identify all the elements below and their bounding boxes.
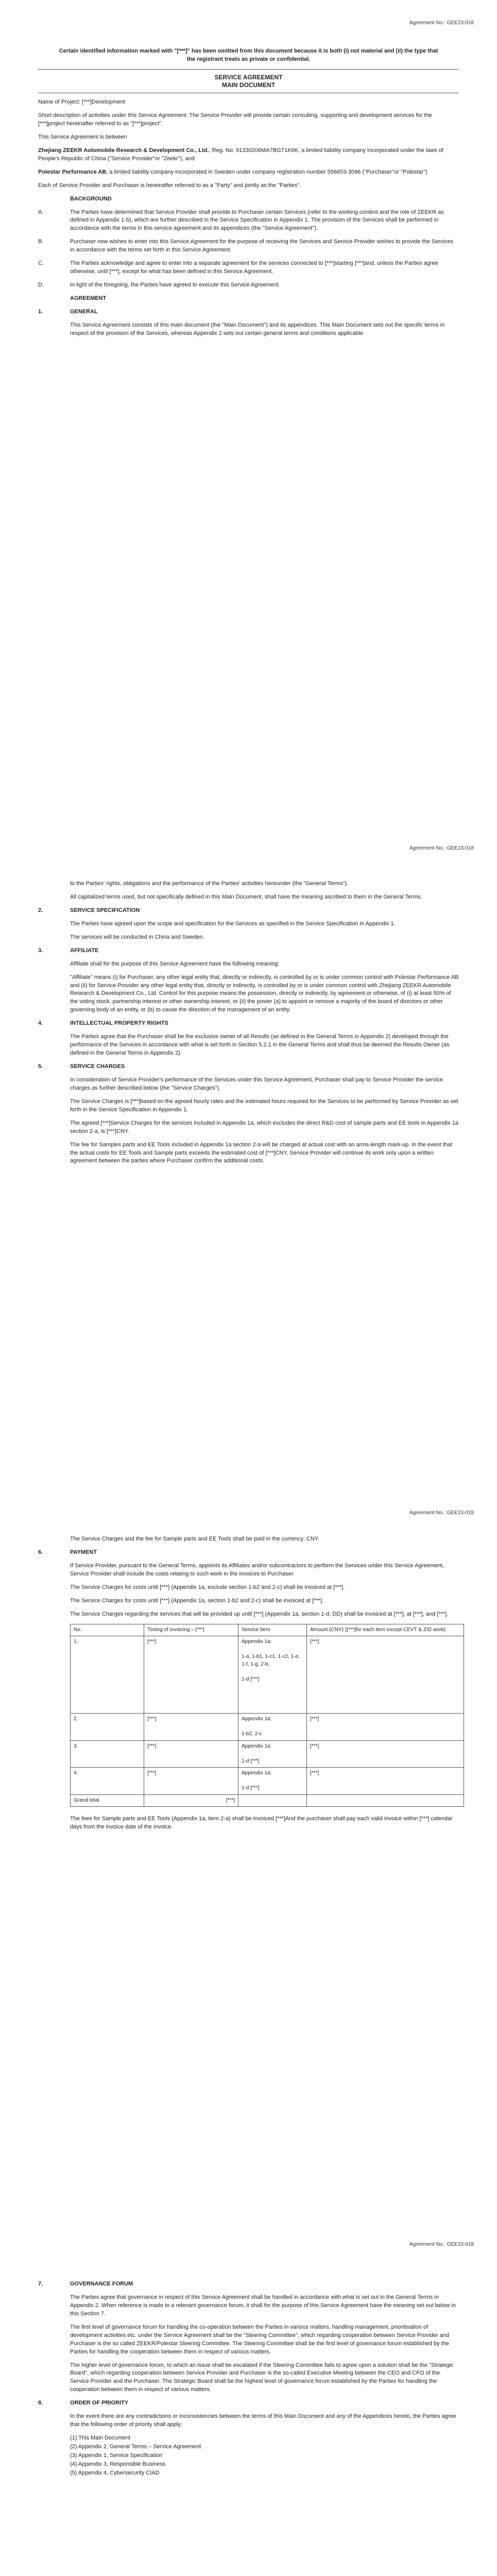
party-1-details: , Reg. No. 91330206MA7BGT1K6K, a limited liability company incorporated under the laws of People's Republic of China ("Service Provider"or "Zeekr"), and (38, 147, 443, 162)
section-6-paragraph: The fees for Sample parts and EE Tools (Appendix 1a, item 2-a) shall be invoiced [***]And the purchaser shall pay each valid invoice within [***] calendar days from the invoice date of the invoice. (70, 1816, 453, 1830)
parties-definition: Each of Service Provider and Purchaser is hereinafter referred to as a "Party" and jointly as the "Parties". (38, 182, 301, 189)
agreement-number: Agreement No.: GEE23-018 (409, 845, 474, 851)
section-7-paragraph: The first level of governance forum for handling the co-operation between the Parties in various matters, handling management, prioritisation of development activities etc. under the Service Agreement shall be the "Steering Committee", which regarding cooperation between Service Provider and Purchaser is the so called ZEEKR/Polestar Steering Committee. The Steering Committee shall be the first level of governance forum established by the Parties for handling the cooperation between them in respect of various matters. (70, 2324, 450, 2355)
page-1 (0, 0, 497, 793)
affiliate-definition: "Affiliate" means (i) for Purchaser, any other legal entity that, directly or indirectly, is controlled by or is under common control with Polestar Performance AB and (ii) for Service Provider any other legal entity that, directly or indirectly, is controlled by or is under common control with Zhejiang ZEEKR Automobile Research & Development Co., Ltd. Control for this purpose means the possession, directly or indirectly, by agreement or otherwise, of (i) at least 50% of the voting stock, partnership interest or other ownership interest, or (ii) the power (a) to appoint or remove a majority of the board of directors or other governing body of an entity, or (b) to cause the direction of the management of an entity. (70, 974, 459, 1013)
section-6-paragraph: The Service Charges regarding the services that will be provided up until [***] (Appendix 1a, section 1-d, DD) shall be invoiced at [***], at [***], and [***]. (70, 1611, 449, 1617)
background-item: A. The Parties have determined that Service Provider shall provide to Purchaser certain Services (refer to the working content and the role of ZEEKR as defined in Appendix 1-b), which are further described in the Service Specification in Appendix 1. The provision of the Services shall be performed in accordance with the terms in this service agreement and its appendices (the "Service Agreement"). (38, 209, 444, 232)
divider (38, 69, 459, 70)
section-5-heading: 5. SERVICE CHARGES (38, 1063, 125, 1070)
page-2 (0, 793, 497, 1504)
party-1 (38, 147, 459, 163)
column-header: Service Item (238, 1624, 307, 1636)
party-2-name: Polestar Performance AB (38, 168, 107, 175)
section-6-paragraph: If Service Provider, pursuant to the General Terms, appoints its Affiliates and/or subcontractors to perform the Services under this Service Agreement, Service Provider shall include the costs relating to such work in the invoices to Purchaser. (70, 1562, 444, 1577)
section-5-paragraph: The fee for Samples parts and EE Tools included in Appendix 1a section 2-a will be charged at actual cost with an arms-length mark-up. In the event that the actual costs for EE Tools and Sample parts exceeds the estimated cost of [***]CNY, Service Provider will continue its work only upon a written agreement between the parties where Purchaser confirm the additional costs. (70, 1141, 453, 1164)
list-item: (5) Appendix 4, Cybersecurity CIAD (70, 2469, 160, 2476)
agreement-number: Agreement No.: GEE23-018 (409, 1510, 474, 1516)
table-row: 3. [***] Appendix 1a: 1-d [***] [***] (71, 1740, 464, 1768)
section-3-paragraph: Affiliate shall for the purpose of this Service Agreement have the following meaning: (70, 960, 280, 967)
redaction-notice: Certain identified information marked with "[***]" has been omitted from this document because it is both (i) not material and (ii) the type that the registrant treats as private or confidential. (59, 48, 438, 62)
list-item: (4) Appendix 3, Responsible Business (70, 2461, 166, 2467)
section-8-paragraph: In the event there are any contradictions or inconsistencies between the terms of this Main Document and any of the Appendices hereto, the Parties agree that the following order of priority shall apply: (70, 2413, 456, 2428)
agreement-number: Agreement No.: GEE23-018 (409, 2242, 474, 2247)
section-1-paragraph: All capitalized terms used, but not specifically defined in this Main Document, shall have the meaning ascribed to them in the General Terms. (70, 893, 422, 900)
section-7-heading: 7. GOVERNANCE FORUM (38, 2281, 133, 2287)
between-intro: This Service Agreement is between (38, 133, 127, 140)
section-5-paragraph: The Service Charges and the fee for Sample parts and EE Tools shall be paid in the currency: CNY. (70, 1536, 319, 1542)
section-7-paragraph: The higher level of governance forum, to which an issue shall be escalated if the Steering Committee fails to agree upon a solution shall be the "Strategic Board", which regarding cooperation between Service Provider and Purchaser is the so-called Executive Meeting between the CEO and CFO of the Service Provider and the Purchaser. The Strategic Board shall be the highest level of governance forum established by the Parties for handling the cooperation between them in respect of various matters. (70, 2362, 454, 2393)
column-header: Timing of invoicing – [***] (144, 1624, 238, 1636)
list-item: (1) This Main Document (70, 2435, 131, 2442)
page-3 (0, 1504, 497, 2236)
background-item: D. In light of the foregoing, the Parties have agreed to execute this Service Agreement. (38, 282, 280, 289)
background-heading: BACKGROUND (70, 195, 112, 202)
section-7-paragraph: The Parties agree that governance in respect of this Service Agreement shall be handled in accordance with what is set out in the General Terms in Appendix 2. When reference is made to a relevant governance forum, it shall for the purpose of this Service Agreement have the meaning set out below in this Section 7. (70, 2294, 456, 2317)
section-5-paragraph: The Service Charges is [***]based on the agreed hourly rates and the estimated hours required for the Services to be performed by Service Provider as set forth in the Service Specification in Appendix 1. (70, 1098, 458, 1113)
section-1-heading: 1. GENERAL (38, 308, 98, 315)
agreement-number: Agreement No.: GEE23-018 (409, 20, 474, 26)
party-2 (38, 168, 459, 177)
section-1-paragraph: This Service Agreement consists of this main document (the "Main Document") and its appendices. This Main Document sets out the specific terms in respect of the provision of the Services, whereas Appendix 2 sets out certain general terms and conditions applicable (70, 321, 445, 336)
section-2-paragraph: The Parties have agreed upon the scope and specification for the Services as specified in the Service Specification in Appendix 1. (70, 920, 396, 927)
project-name: Name of Project: [***]Development (38, 99, 125, 106)
section-2-heading: 2. SERVICE SPECIFICATION (38, 907, 140, 913)
section-4-heading: 4. INTELLECTUAL PROPERTY RIGHTS (38, 1020, 168, 1027)
document-title: SERVICE AGREEMENT (214, 73, 283, 81)
agreement-heading: AGREEMENT (70, 295, 107, 301)
list-item: (3) Appendix 1, Service Specification (70, 2452, 163, 2459)
short-description: Short description of activities under this Service Agreement: The Service Provider will provide certain consulting, supporting and development services for the [***]project hereinafter referred to as "[***]project". (38, 112, 432, 127)
section-5-paragraph: The agreed [***]Service Charges for the services included in Appendix 1a, which excludes the direct R&D cost of sample parts and EE tools in Appendix 1a section 2-a, is [***]CNY. (70, 1120, 458, 1134)
invoice-schedule-table (70, 1624, 464, 1807)
section-6-paragraph: The Service Charges for costs until [***] (Appendix 1a, exclude section 1-b2 and 2-c) shall be invoiced at [***]. (70, 1584, 345, 1590)
table-row: 2. [***] Appendix 1a: 1-b2, 2-c [***] (71, 1714, 464, 1741)
section-3-heading: 3. AFFILIATE (38, 947, 99, 954)
page-4 (0, 2236, 497, 2576)
section-1-paragraph-continued: to the Parties' rights, obligations and the performance of the Parties' activities hereunder (the "General Terms"). (70, 880, 349, 887)
column-header: Amount (CNY) ([***]for each item except CEVT & ZID work) (307, 1624, 464, 1636)
section-8-heading: 8. ORDER OF PRIORITY (38, 2400, 129, 2406)
section-4-paragraph: The Parties agree that the Purchaser shall be the exclusive owner of all Results (as defined in the General Terms in Appendix 2) developed through the performance of the Services in accordance with what is set forth in Section 5.2.1 in the General Terms and shall thus be deemed the Results Owner (as defined in the General Terms in Appendix 2). (70, 1033, 450, 1057)
background-item: B. Purchaser now wishes to enter into this Service Agreement for the purpose of receiving the Services and Service Provider wishes to provide the Services in accordance with the terms set forth in this Service Agreement. (38, 239, 454, 253)
list-item: (2) Appendix 2, General Terms – Service Agreement (70, 2444, 201, 2450)
party-1-name: Zhejiang ZEEKR Automobile Research & Development Co., Ltd. (38, 147, 209, 154)
section-2-paragraph: The services will be conducted in China and Sweden. (70, 934, 204, 940)
priority-list (70, 2434, 459, 2478)
section-6-heading: 6. PAYMENT (38, 1549, 97, 1555)
table-row: 1. [***] Appendix 1a: 1-a, 1-b1, 1-c1, 1-c2, 1-e, 1-f, 1-g, 2-b, 1-d [***] [***] (71, 1636, 464, 1714)
party-2-details: , a limited liability company incorporated in Sweden under company registration number 556653-3096 ("Purchaser"or "Polestar") (106, 168, 427, 175)
table-row: 4. [***] Appendix 1a: 1-d [***] [***] (71, 1768, 464, 1795)
section-6-paragraph: The Service Charges for costs until [***] (Appendix 1a, section 1-b2 and 2-c) shall be invoiced at [***]. (70, 1597, 324, 1604)
document-subtitle: MAIN DOCUMENT (221, 81, 276, 89)
column-header: No. (71, 1624, 144, 1636)
grand-total-row: Grand total [***] (71, 1794, 464, 1807)
table-header-row (71, 1624, 464, 1636)
section-5-paragraph: In consideration of Service Provider's performance of the Services under this Service Agreement, Purchaser shall pay to Service Provider the service charges as further described below (the "Service Charges"). (70, 1076, 443, 1091)
background-item: C. The Parties acknowledge and agree to enter into a separate agreement for the services connected to [***]starting [***]and, unless the Parties agree otherwise, until [***], except for what has been defined in this Service Agreement. (38, 260, 438, 275)
